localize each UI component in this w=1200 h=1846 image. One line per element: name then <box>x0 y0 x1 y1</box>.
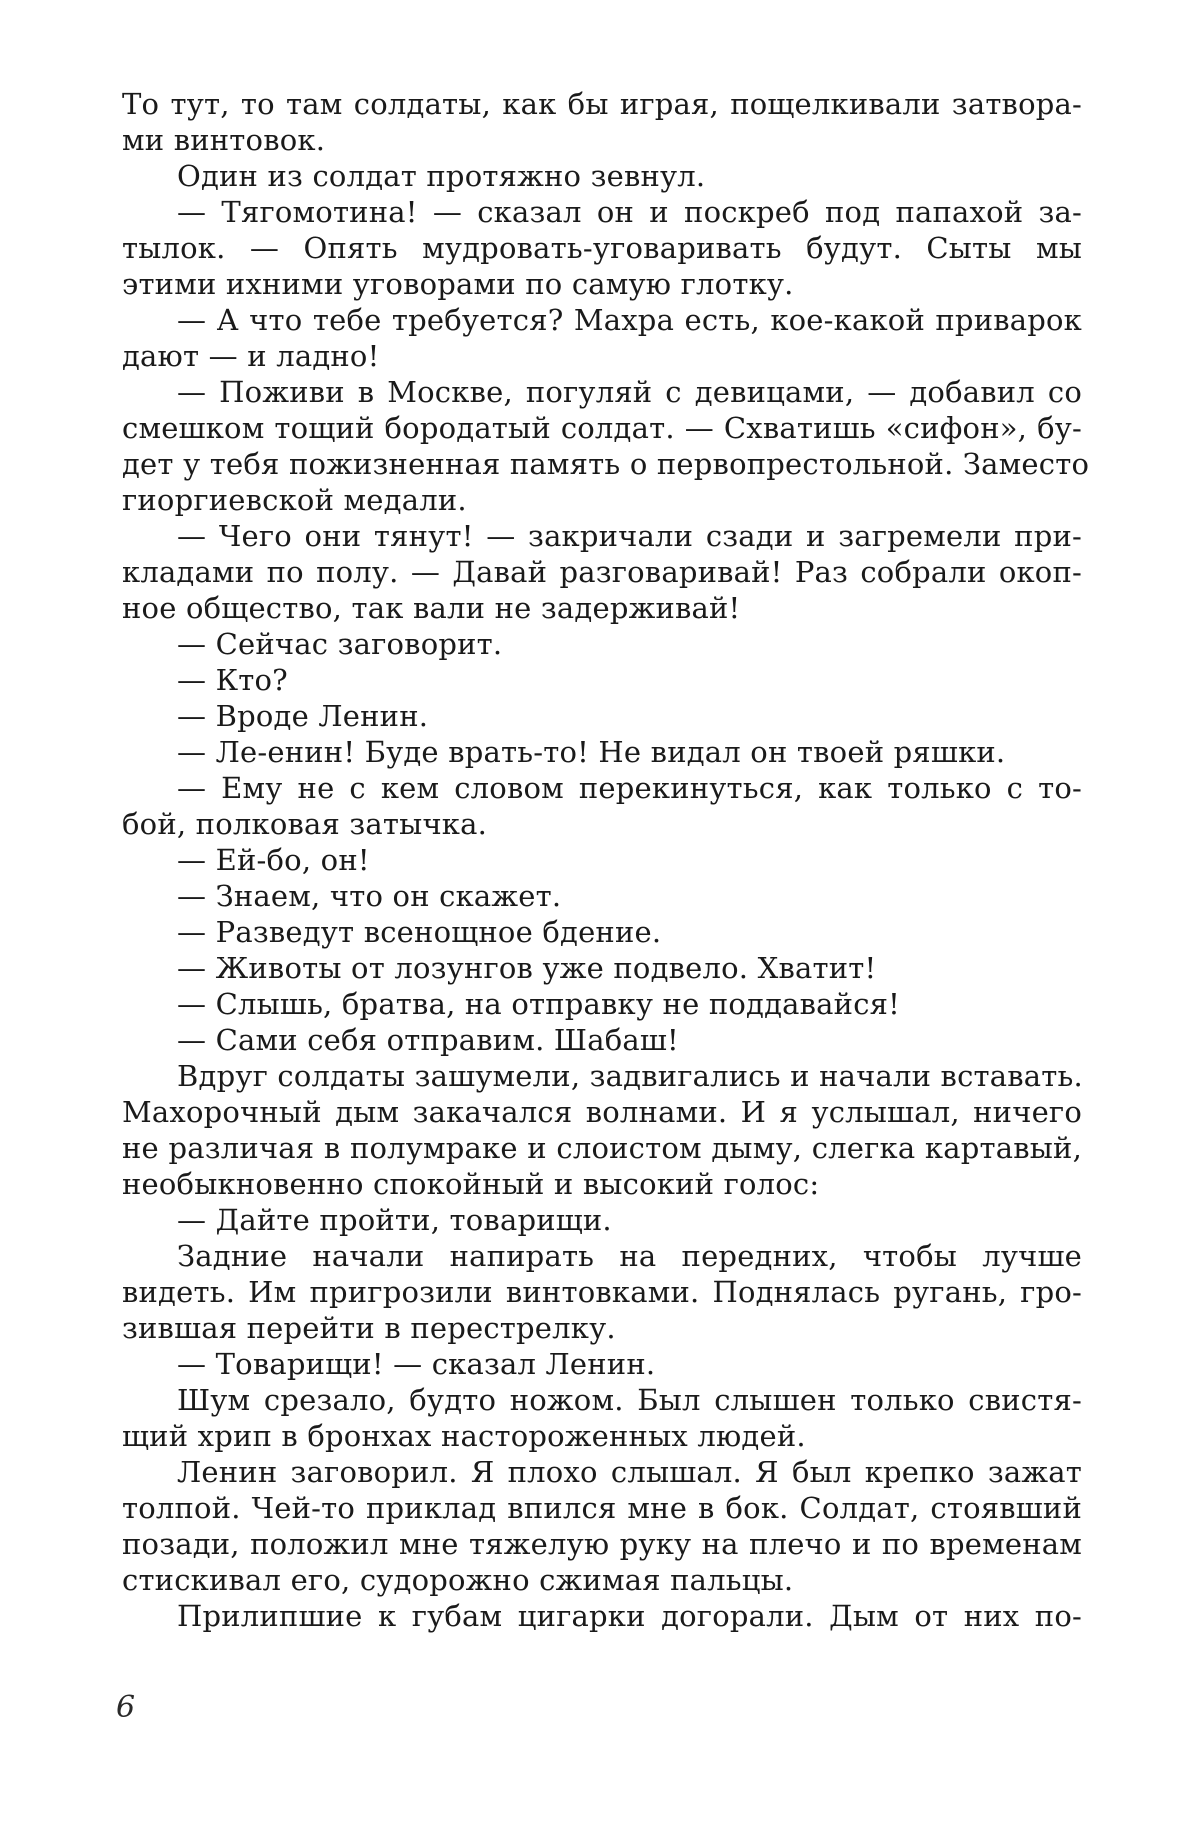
text-line: стискивал его, судорожно сжимая пальцы. <box>122 1562 1082 1598</box>
text-line: Один из солдат протяжно зевнул. <box>122 158 1082 194</box>
text-line: — Кто? <box>122 662 1082 698</box>
text-line: ное общество, так вали не задерживай! <box>122 590 1082 626</box>
text-line: — Животы от лозунгов уже подвело. Хватит! <box>122 950 1082 986</box>
text-line: необыкновенно спокойный и высокий голос: <box>122 1166 1082 1202</box>
text-line: — Поживи в Москве, погуляй с девицами, — добавил со <box>122 374 1082 410</box>
text-line: — Дайте пройти, товарищи. <box>122 1202 1082 1238</box>
text-line: Ленин заговорил. Я плохо слышал. Я был крепко зажат <box>122 1454 1082 1490</box>
text-line: — Ле-енин! Буде врать-то! Не видал он твоей ряшки. <box>122 734 1082 770</box>
text-line: — Сейчас заговорит. <box>122 626 1082 662</box>
text-line: бой, полковая затычка. <box>122 806 1082 842</box>
text-line: видеть. Им пригрозили винтовками. Поднялась ругань, гро- <box>122 1274 1082 1310</box>
text-line: дет у тебя пожизненная память о первопрестольной. Заместо <box>122 446 1082 482</box>
text-line: щий хрип в бронхах настороженных людей. <box>122 1418 1082 1454</box>
text-line: — Вроде Ленин. <box>122 698 1082 734</box>
text-line: — Тягомотина! — сказал он и поскреб под папахой за- <box>122 194 1082 230</box>
text-line: — Ей-бо, он! <box>122 842 1082 878</box>
text-line: — Товарищи! — сказал Ленин. <box>122 1346 1082 1382</box>
text-line: ми винтовок. <box>122 122 1082 158</box>
text-line: не различая в полумраке и слоистом дыму, слегка картавый, <box>122 1130 1082 1166</box>
text-line: позади, положил мне тяжелую руку на плечо и по временам <box>122 1526 1082 1562</box>
text-line: То тут, то там солдаты, как бы играя, пощелкивали затвора- <box>122 86 1082 122</box>
text-line: — Разведут всенощное бдение. <box>122 914 1082 950</box>
text-line: Прилипшие к губам цигарки догорали. Дым от них по- <box>122 1598 1082 1634</box>
text-line: — Слышь, братва, на отправку не поддавайся! <box>122 986 1082 1022</box>
text-line: дают — и ладно! <box>122 338 1082 374</box>
text-line: тылок. — Опять мудровать-уговаривать будут. Сыты мы <box>122 230 1082 266</box>
page-text <box>122 86 1082 1634</box>
text-line: — А что тебе требуется? Махра есть, кое-какой приварок <box>122 302 1082 338</box>
text-line: Шум срезало, будто ножом. Был слышен только свистя- <box>122 1382 1082 1418</box>
text-line: — Знаем, что он скажет. <box>122 878 1082 914</box>
text-line: Вдруг солдаты зашумели, задвигались и начали вставать. <box>122 1058 1082 1094</box>
text-line: кладами по полу. — Давай разговаривай! Раз собрали окоп- <box>122 554 1082 590</box>
page-number: 6 <box>116 1690 135 1725</box>
text-line: зившая перейти в перестрелку. <box>122 1310 1082 1346</box>
text-line: — Чего они тянут! — закричали сзади и загремели при- <box>122 518 1082 554</box>
text-line: Махорочный дым закачался волнами. И я услышал, ничего <box>122 1094 1082 1130</box>
text-line: Задние начали напирать на передних, чтобы лучше <box>122 1238 1082 1274</box>
text-line: — Сами себя отправим. Шабаш! <box>122 1022 1082 1058</box>
text-line: — Ему не с кем словом перекинуться, как только с то- <box>122 770 1082 806</box>
text-line: толпой. Чей-то приклад впился мне в бок. Солдат, стоявший <box>122 1490 1082 1526</box>
text-line: этими ихними уговорами по самую глотку. <box>122 266 1082 302</box>
text-line: гиоргиевской медали. <box>122 482 1082 518</box>
text-line: смешком тощий бородатый солдат. — Схватишь «сифон», бу- <box>122 410 1082 446</box>
